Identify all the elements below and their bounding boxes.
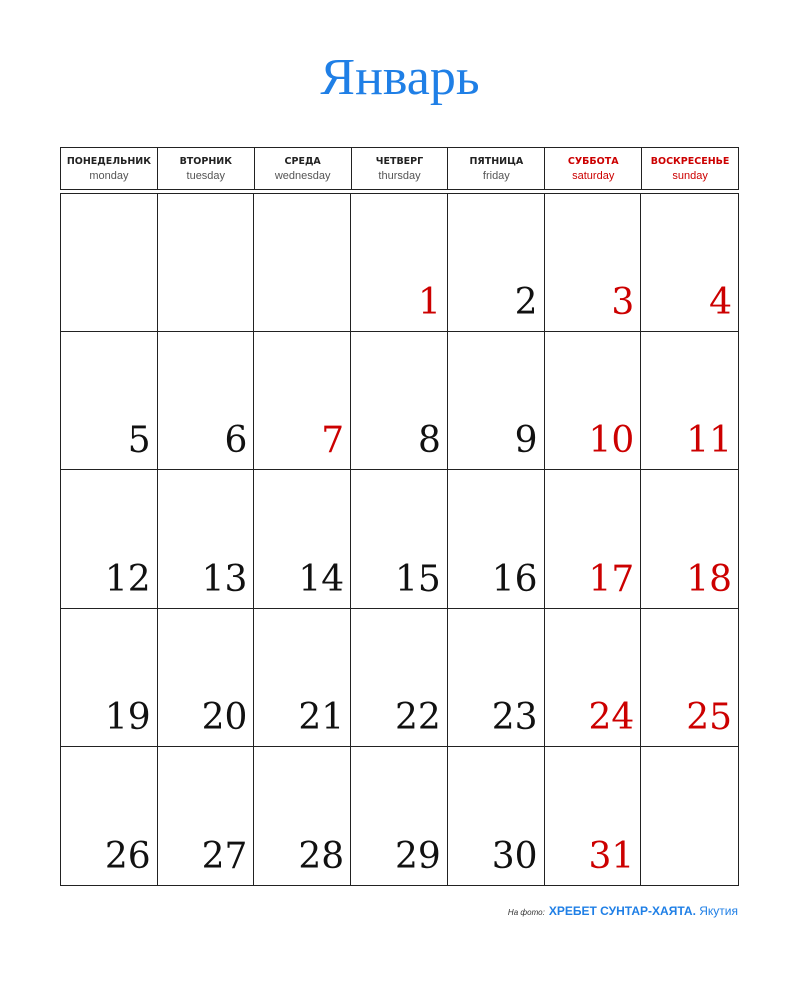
day-cell: [545, 332, 642, 470]
day-cell: [158, 609, 255, 747]
day-number: 22: [395, 696, 441, 738]
day-cell: [545, 194, 642, 332]
day-cell: [254, 609, 351, 747]
day-number: 9: [514, 420, 538, 462]
day-cell: [641, 747, 738, 885]
day-number: 15: [395, 558, 441, 600]
weekday-name-ru: ПОНЕДЕЛЬНИК: [66, 155, 152, 167]
day-number: 16: [491, 558, 538, 600]
day-cell: [254, 194, 351, 332]
photo-caption: [508, 904, 738, 918]
day-cell: [61, 470, 158, 608]
weekday-name-ru: СРЕДА: [284, 155, 321, 167]
day-number: 17: [588, 558, 635, 600]
day-number: 7: [321, 420, 345, 462]
day-cell: [61, 194, 158, 332]
day-number: 25: [686, 696, 732, 738]
day-number: 23: [491, 696, 538, 738]
day-number: 3: [611, 282, 635, 324]
day-number: 12: [104, 558, 151, 600]
day-cell: [158, 194, 255, 332]
day-number: 26: [104, 835, 151, 877]
day-number: 10: [588, 420, 635, 462]
weekday-name-ru: ПЯТНИЦА: [469, 155, 524, 167]
day-cell: [448, 747, 545, 885]
weekday-name-en: thursday: [378, 169, 421, 182]
weekday-header-saturday: [544, 148, 641, 189]
weekday-header-wednesday: [254, 148, 351, 189]
weekday-header-thursday: [351, 148, 448, 189]
day-number: 2: [514, 282, 538, 324]
day-number: 27: [201, 835, 248, 877]
day-cell: [641, 470, 738, 608]
weekday-header-friday: [447, 148, 544, 189]
day-cell: [545, 470, 642, 608]
caption-ridge-name: ХРЕБЕТ СУНТАР-ХАЯТА.: [548, 904, 696, 918]
day-cell: [158, 470, 255, 608]
day-number: 6: [224, 420, 248, 462]
day-cell: [158, 332, 255, 470]
day-cell: [448, 609, 545, 747]
day-number: 11: [686, 420, 732, 462]
weekday-name-en: friday: [482, 169, 510, 182]
day-number: 14: [298, 558, 345, 600]
weekday-name-en: tuesday: [186, 169, 226, 182]
weekday-header-monday: [61, 148, 157, 189]
weekday-name-en: saturday: [572, 169, 615, 182]
day-cell: [641, 194, 738, 332]
day-cell: [351, 609, 448, 747]
day-cell: [61, 747, 158, 885]
weekday-header-row: [60, 147, 739, 190]
day-number: 4: [709, 282, 732, 324]
weekday-name-en: sunday: [672, 169, 708, 182]
day-number: 24: [588, 696, 635, 738]
day-cell: [641, 332, 738, 470]
day-cell: [448, 194, 545, 332]
day-cell: [61, 609, 158, 747]
weekday-name-en: monday: [89, 169, 129, 182]
day-number: 8: [417, 420, 441, 462]
day-cell: [254, 747, 351, 885]
day-number: 21: [298, 696, 345, 738]
day-number: 18: [686, 558, 732, 600]
day-number: 29: [395, 835, 441, 877]
day-cell: [545, 609, 642, 747]
weekday-header-tuesday: [157, 148, 254, 189]
weekday-name-ru: ЧЕТВЕРГ: [375, 155, 424, 167]
day-cell: [254, 332, 351, 470]
day-number: 5: [127, 420, 151, 462]
day-cell: [351, 194, 448, 332]
day-number: 30: [491, 835, 538, 877]
day-cell: [448, 332, 545, 470]
day-cell: [351, 747, 448, 885]
day-cell: [448, 470, 545, 608]
day-cell: [254, 470, 351, 608]
caption-prefix: На фото:: [507, 908, 545, 917]
caption-region: Якутия: [699, 904, 738, 918]
month-title: Январь: [320, 49, 480, 106]
day-cell: [545, 747, 642, 885]
weekday-name-ru: СУББОТА: [567, 155, 619, 167]
weekday-name-en: wednesday: [274, 169, 331, 182]
day-cell: [641, 609, 738, 747]
weekday-name-ru: ВОСКРЕСЕНЬЕ: [650, 155, 730, 167]
day-number: 28: [298, 835, 345, 877]
day-number: 31: [588, 835, 635, 877]
day-cell: [351, 470, 448, 608]
day-number: 1: [417, 282, 441, 324]
weekday-header-sunday: [641, 148, 738, 189]
day-number: 19: [104, 696, 151, 738]
day-cell: [158, 747, 255, 885]
day-cell: [351, 332, 448, 470]
day-cell: [61, 332, 158, 470]
day-number: 13: [201, 558, 248, 600]
calendar-grid: [60, 193, 739, 886]
weekday-name-ru: ВТОРНИК: [179, 155, 232, 167]
day-number: 20: [201, 696, 248, 738]
